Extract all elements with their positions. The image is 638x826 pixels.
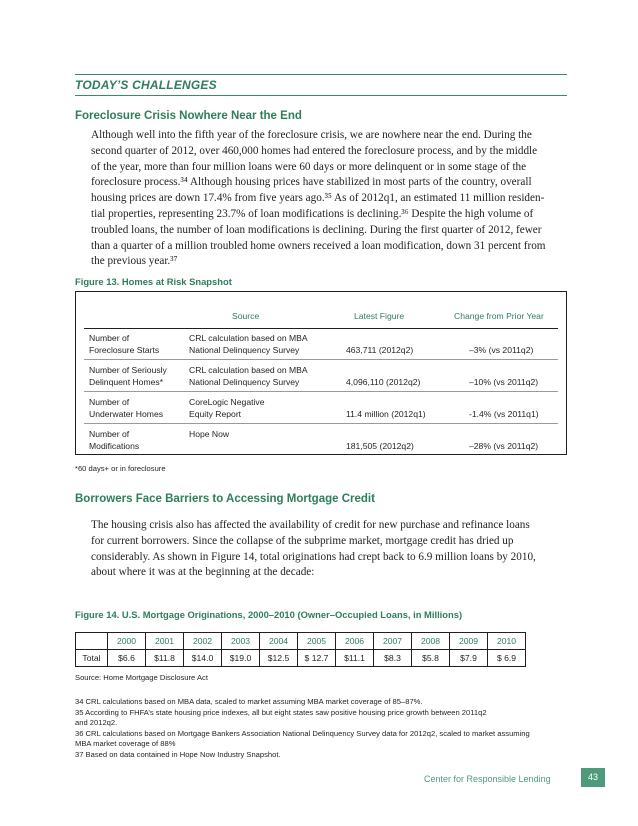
- total-row: [76, 650, 526, 667]
- year-cell: 2005: [298, 633, 336, 650]
- paragraph-line: about where it was at the beginning at the decade:: [91, 566, 315, 579]
- value-cell: $14.0: [184, 650, 222, 667]
- row-label: Total: [76, 650, 108, 667]
- header-divider: [84, 328, 558, 329]
- paragraph-line: second quarter of 2012, over 460,000 homes had entered the foreclosure process, and by the middle: [91, 144, 538, 157]
- paragraph-line: tial properties, representing 23.7% of loan modifications is declining.³⁶ Despite the high volume of: [91, 207, 534, 220]
- year-cell: 2009: [450, 633, 488, 650]
- row-change: –10% (vs 2011q2): [469, 377, 539, 387]
- paragraph-line: troubled loans, the number of loan modifications is declining. During the first quarter of 2012, fewer: [91, 223, 542, 236]
- paragraph-line: for current borrowers. Since the collapse of the subprime market, mortgage credit has dried up: [91, 534, 514, 547]
- year-cell: 2004: [260, 633, 298, 650]
- figure14-table: [75, 632, 526, 667]
- footnote: 34 CRL calculations based on MBA data, scaled to market assuming MBA market coverage of 85–87%.: [75, 697, 423, 706]
- year-cell: 2001: [146, 633, 184, 650]
- col-header-latest: Latest Figure: [354, 311, 405, 321]
- value-cell: $12.5: [260, 650, 298, 667]
- footnote: 37 Based on data contained in Hope Now Industry Snapshot.: [75, 749, 281, 759]
- footnote: MBA market coverage of 88%: [75, 739, 176, 749]
- row-source: CRL calculation based on MBA National Delinquency Survey: [189, 333, 308, 355]
- row-latest: 181,505 (2012q2): [346, 441, 414, 451]
- row-divider: [84, 359, 558, 360]
- figure14-title: Figure 14. U.S. Mortgage Originations, 2000–2010 (Owner–Occupied Loans, in Millions): [75, 609, 463, 620]
- row-latest: 4,096,110 (2012q2): [346, 377, 421, 387]
- value-cell: $8.3: [374, 650, 412, 667]
- paragraph-line: The housing crisis also has affected the availability of credit for new purchase and refinance loans: [91, 519, 530, 531]
- corner-cell: [76, 633, 108, 650]
- year-cell: 2006: [336, 633, 374, 650]
- row-source: CoreLogic Negative Equity Report: [189, 397, 265, 419]
- subhead-foreclosure-crisis: Foreclosure Crisis Nowhere Near the End: [75, 110, 302, 122]
- value-cell: $11.8: [146, 650, 184, 667]
- value-cell: $7.9: [450, 650, 488, 667]
- footnote: and 2012q2.: [75, 718, 118, 728]
- page-number: 43: [581, 768, 605, 787]
- top-rule: [75, 74, 567, 75]
- paragraph-foreclosure: [91, 128, 561, 270]
- value-cell: $ 12.7: [298, 650, 336, 667]
- value-cell: $5.8: [412, 650, 450, 667]
- row-latest: 463,711 (2012q2): [346, 345, 414, 355]
- row-latest: 11.4 million (2012q1): [346, 409, 426, 419]
- col-header-source: Source: [232, 311, 260, 321]
- year-cell: 2003: [222, 633, 260, 650]
- paragraph-line: housing prices are down 17.4% from five years ago.³⁵ As of 2012q1, an estimated 11 million residen-: [91, 192, 545, 205]
- paragraph-line: Although well into the fifth year of the foreclosure crisis, we are nowhere near the end. During the: [91, 129, 532, 141]
- row-label: Number of Underwater Homes: [89, 397, 164, 419]
- value-cell: $19.0: [222, 650, 260, 667]
- year-cell: 2008: [412, 633, 450, 650]
- year-cell: 2007: [374, 633, 412, 650]
- paragraph-credit: [91, 518, 561, 581]
- figure13-note: *60 days+ or in foreclosure: [75, 464, 166, 473]
- paragraph-line: considerably. As shown in Figure 14, total originations had crept back to 6.9 million loans by 2010,: [91, 550, 536, 563]
- value-cell: $ 6.9: [488, 650, 526, 667]
- row-label: Number of Foreclosure Starts: [89, 333, 160, 355]
- subhead-mortgage-credit: Borrowers Face Barriers to Accessing Mortgage Credit: [75, 493, 375, 505]
- row-change: -1.4% (vs 2011q1): [469, 409, 539, 419]
- footnotes: [75, 697, 570, 761]
- year-cell: 2010: [488, 633, 526, 650]
- row-label: Number of Seriously Delinquent Homes*: [89, 365, 167, 387]
- row-divider: [84, 423, 558, 424]
- row-source: Hope Now: [189, 429, 230, 439]
- footnote: 35 According to FHFA’s state housing price indexes, all but eight states saw positive housing price growth between 2011q2: [75, 707, 487, 717]
- paragraph-line: of the year, more than four million loans were 60 days or more delinquent or in some stage of the: [91, 160, 527, 173]
- paragraph-line: than a quarter of a million troubled home owners received a loan modification, down 31 percent from: [91, 239, 546, 252]
- figure13-title: Figure 13. Homes at Risk Snapshot: [75, 276, 232, 287]
- figure13-table: [75, 291, 567, 455]
- paragraph-line: the previous year.³⁷: [91, 255, 178, 268]
- year-cell: 2002: [184, 633, 222, 650]
- footer-org: Center for Responsible Lending: [424, 774, 551, 784]
- heading-rule: [75, 95, 567, 96]
- row-divider: [84, 391, 558, 392]
- year-row: [76, 633, 526, 650]
- row-source: CRL calculation based on MBA National Delinquency Survey: [189, 365, 308, 387]
- row-change: –28% (vs 2011q2): [469, 441, 539, 451]
- year-cell: 2000: [108, 633, 146, 650]
- value-cell: $6.6: [108, 650, 146, 667]
- col-header-change: Change from Prior Year: [454, 311, 544, 321]
- footnote: 36 CRL calculations based on Mortgage Bankers Association National Delinquency Survey data for 2012q2, scaled to market assuming: [75, 728, 530, 738]
- value-cell: $11.1: [336, 650, 374, 667]
- row-change: –3% (vs 2011q2): [469, 345, 534, 355]
- paragraph-line: foreclosure process.³⁴ Although housing prices have stabilized in most parts of the country, overall: [91, 176, 532, 189]
- row-label: Number of Modifications: [89, 429, 140, 451]
- section-heading: TODAY’S CHALLENGES: [75, 78, 217, 92]
- figure14-source: Source: Home Mortgage Disclosure Act: [75, 673, 208, 682]
